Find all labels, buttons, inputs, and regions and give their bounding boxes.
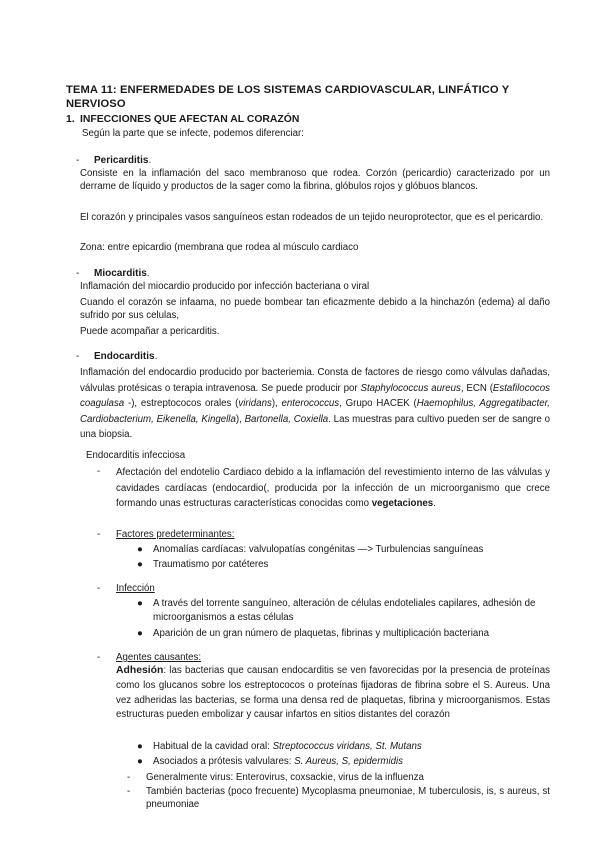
pericarditis-paragraph-2: El corazón y principales vasos sanguíneos estan rodeados de un tejido neuroprotector, que es el pericardio. [80,212,544,223]
document-title: TEMA 11: ENFERMEDADES DE LOS SISTEMAS CARDIOVASCULAR, LINFÁTICO Y NERVIOSO [66,84,510,110]
section-number: 1. [66,114,75,125]
dash-marker: - [76,351,80,362]
text-run: Inflamación del endocardio producido por bacteriemia. Consta de factores de riesgo como válvulas dañadas, válvulas protésicas o terapia intravenosa. Se puede producir por [80,367,550,394]
text-run: . Las muestras para cultivo pueden ser de sangre o una biopsia. [80,413,551,441]
bullet-text: Habitual de la cavidad oral: [153,741,273,752]
agentes-title-text: Agentes causantes: [116,652,202,663]
text-run: -), estreptococos orales ( [124,398,239,410]
title-dot: . [148,155,152,166]
dash-marker: - [97,529,101,540]
bullet-icon: ● [137,544,143,555]
text-run: , Grupo HACEK ( [339,398,417,410]
text-run: . [433,498,436,510]
pericarditis-title: Pericarditis [94,155,149,166]
bullet-icon: ● [137,741,143,752]
bullet-item [137,543,484,556]
dash-marker: - [127,772,131,783]
organism-name: Staphylococcus aureus [360,382,461,394]
dash-marker: - [127,786,131,797]
bullet-item [137,597,550,626]
text-run: ), [271,398,278,410]
text-run: : las bacterias que causan endocarditis se ven favorecidas por la presencia de proteínas como los glucanos sobre los estreptococos o proteínas fijadoras de fibrina sobre el S. Aureus. Una vez adheridas las bacterias, se forma una densa red de plaquetas, fibrina y microorganismos. Estas estructuras pueden embolizar y causar infartos en sitios distantes del corazón [116,665,550,721]
pericarditis-paragraph-1: Consiste en la inflamación del saco membranoso que rodea. Corzón (pericardio) caracterizado por un derrame de líquido y productos de la sager como la fibrina, glóbulos rojos y glóbuos blancos. [80,168,550,193]
section-heading-text: INFECCIONES QUE AFECTAN AL CORAZÓN [80,114,300,125]
dash-marker: - [97,583,101,594]
miocarditis-title: Miocarditis [94,268,147,279]
bullet-item [137,755,404,768]
organism-name: Estafilococos coagulasa [80,382,550,410]
organism-name: viridans [238,398,272,410]
title-dot: . [154,351,158,362]
endocarditis-paragraph [80,365,550,443]
bullet-text: Aparición de un gran número de plaquetas, fibrinas y multiplicación bacteriana [153,628,490,639]
dash-marker: - [97,466,101,477]
miocarditis-paragraph-2: Cuando el corazón se infaama, no puede bombear tan eficazmente debido a la hinchazón (edema) al daño sufrido por sus celulas, [80,297,550,322]
section-intro: Según la parte que se infecte, podemos diferenciar: [82,128,304,139]
bullet-icon: ● [137,559,143,570]
bullet-item [137,558,269,571]
section-heading [66,113,299,126]
infecciosa-item-1 [116,465,550,512]
dash-marker: - [76,268,80,279]
bullet-icon: ● [137,628,143,639]
sub-item: También bacterias (poco frecuente) Mycoplasma pneumoniae, M tuberculosis, is, s aureus, st pneumoniae [146,786,550,811]
bullet-icon: ● [137,598,143,609]
organism-name: S. Aureus, S, epidermidis [294,756,404,767]
factores-title-text: Factores predeterminantes: [116,529,235,540]
infecciosa-heading: Endocarditis infecciosa [86,450,186,461]
pericarditis-paragraph-3: Zona: entre epicardio (membrana que rodea al músculo cardiaco [80,242,359,253]
bullet-icon: ● [137,756,143,767]
bullet-text: Asociados a prótesis valvulares: [153,756,295,767]
endocarditis-heading [76,350,157,363]
text-run: , ECN ( [460,382,493,394]
organism-name: enterococcus [281,398,340,410]
text-run: ), [235,413,245,425]
miocarditis-paragraph-3: Puede acompañar a pericarditis. [80,326,220,337]
organism-name: Streptococcus viridans, St. Mutans [272,741,422,752]
miocarditis-heading [76,267,150,280]
bullet-text: Anomalías cardíacas: valvulopatías congénitas —> Turbulencias sanguíneas [153,544,484,555]
title-dot: . [146,268,150,279]
bullet-text: A través del torrente sanguíneo, alteración de células endoteliales capilares, adhesión de microorganismos a estas células [153,598,536,624]
organism-name: Bartonella, Coxiella [244,413,329,425]
vegetaciones-term: vegetaciones [371,498,434,510]
infeccion-title [116,582,155,595]
bullet-item [137,627,553,640]
text-run: Afectación del endotelio Cardiaco debido a la inflamación del revestimiento interno de las válvulas y cavidades cardíacas (endocardio(, producida por la infección de un microorganismo que crece formando unas estructuras características conocidas como [116,467,550,510]
factores-title [116,528,234,541]
sub-item: Generalmente virus: Enterovirus, coxsackie, virus de la influenza [146,772,424,783]
agentes-title [116,651,201,664]
miocarditis-paragraph-1: Inflamación del miocardio producido por infección bacteriana o viral [80,281,370,292]
endocarditis-title: Endocarditis [94,351,155,362]
organism-name: Haemophilus, Aggregatibacter, Cardiobacterium, Eikenella, Kingella [80,398,550,425]
bullet-text: Traumatismo por catéteres [153,559,269,570]
adhesion-paragraph [116,664,550,723]
infeccion-title-text: Infección [116,583,155,594]
dash-marker: - [76,155,80,166]
adhesion-term: Adhesión [116,665,164,676]
bullet-item [137,740,422,753]
pericarditis-heading [76,154,151,167]
dash-marker: - [97,652,101,663]
